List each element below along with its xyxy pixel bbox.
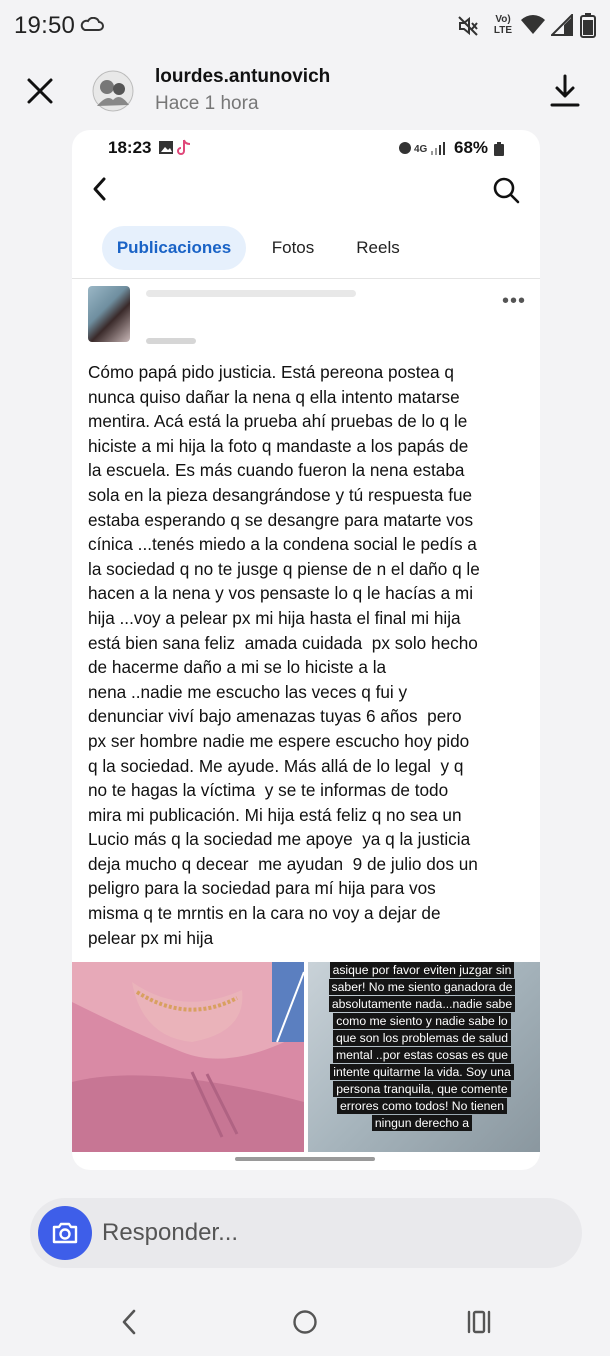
story-username[interactable]: lourdes.antunovich: [155, 66, 331, 87]
status-clock: 19:50: [14, 12, 76, 39]
reply-input[interactable]: Responder...: [102, 1219, 239, 1246]
story-screenshot: [72, 130, 540, 1170]
post-menu-button[interactable]: •••: [502, 290, 527, 312]
back-nav-icon[interactable]: [118, 1308, 140, 1336]
photo-overlay-text: asique por favor eviten juzgar sin saber! No me siento ganadora de absolutamente nada...nadie sabe como me siento y nadie sabe lo que son los problemas de salud mental ..por estas cosas es que intente quitarme la vida. Soy una persona tranquila, que comente errores como todos! No tienen ningun derecho a: [324, 962, 520, 1132]
profile-avatar[interactable]: [92, 70, 134, 112]
inner-status-time: 18:23: [108, 138, 152, 157]
volte-indicator: Vo) LTE: [493, 14, 513, 36]
tab-reels[interactable]: Reels: [356, 238, 400, 257]
home-nav-icon[interactable]: [292, 1309, 318, 1335]
wifi-icon: [520, 14, 546, 36]
inner-battery-percent: 68%: [454, 138, 489, 157]
tiktok-icon: [176, 139, 192, 157]
tabs-divider: [72, 278, 540, 279]
cloud-icon: [80, 17, 104, 33]
status-bar: [0, 0, 610, 52]
story-time-ago: Hace 1 hora: [155, 93, 259, 114]
tab-publicaciones[interactable]: Publicaciones: [102, 226, 246, 270]
mute-icon: [456, 14, 480, 38]
post-date-redacted: [146, 338, 196, 344]
scroll-indicator: [235, 1157, 375, 1161]
camera-button[interactable]: [38, 1206, 92, 1260]
inner-status-icons: [398, 140, 450, 156]
post-author-avatar[interactable]: [88, 286, 130, 342]
post-author-name-redacted: [146, 290, 356, 297]
search-icon[interactable]: [492, 176, 520, 204]
tab-fotos[interactable]: Fotos: [271, 238, 315, 257]
battery-icon: [580, 12, 596, 38]
post-photo-right[interactable]: [308, 962, 540, 1152]
download-icon[interactable]: [550, 74, 580, 108]
inner-battery-icon: [494, 142, 504, 156]
gallery-icon: [158, 140, 174, 155]
back-arrow-icon[interactable]: [90, 176, 110, 202]
close-icon[interactable]: [26, 77, 54, 105]
camera-icon: [51, 1221, 79, 1245]
svg-text:4G: 4G: [414, 144, 428, 155]
recents-nav-icon[interactable]: [466, 1309, 492, 1335]
signal-icon: [551, 14, 573, 36]
post-body-text: Cómo papá pido justicia. Está pereona postea q nunca quiso dañar la nena q ella intento matarse mentira. Acá está la prueba ahí pruebas de lo q le hiciste a mi hija la foto q mandaste a los papás de la escuela. Es más cuando fueron la nena estaba sola en la pieza desangrándose y tú respuesta fue estaba esperando q se desangre para matarte vos cínica ...tenés miedo a la condena social le pedís a la sociedad q no te jusge q piense de n el daño q le hacen a la nena y vos pensaste lo q le hacías a mi hija ...voy a pelear px mi hija hasta el final mi hija está bien sana feliz amada cuidada px solo hecho de hacerme daño a mi se lo hiciste a la nena ..nadie me escucho las veces q fui y denunciar viví bajo amenazas tuyas 6 años pero px ser hombre nadie me espere escucho hoy pido q la sociedad. Me ayude. Más allá de lo legal y q no te hagas la víctima y se te informas de todo mira mi publicación. Mi hija está feliz q no sea un Lucio más q la sociedad me apoye ya q la justicia deja mucho q decear me ayudan 9 de julio dos un peligro para la sociedad para mí hija para vos misma q te mrntis en la cara no voy a dejar de pelear px mi hija: [88, 362, 480, 948]
post-photo-left[interactable]: [72, 962, 304, 1152]
photo-neck-image: [72, 962, 304, 1152]
